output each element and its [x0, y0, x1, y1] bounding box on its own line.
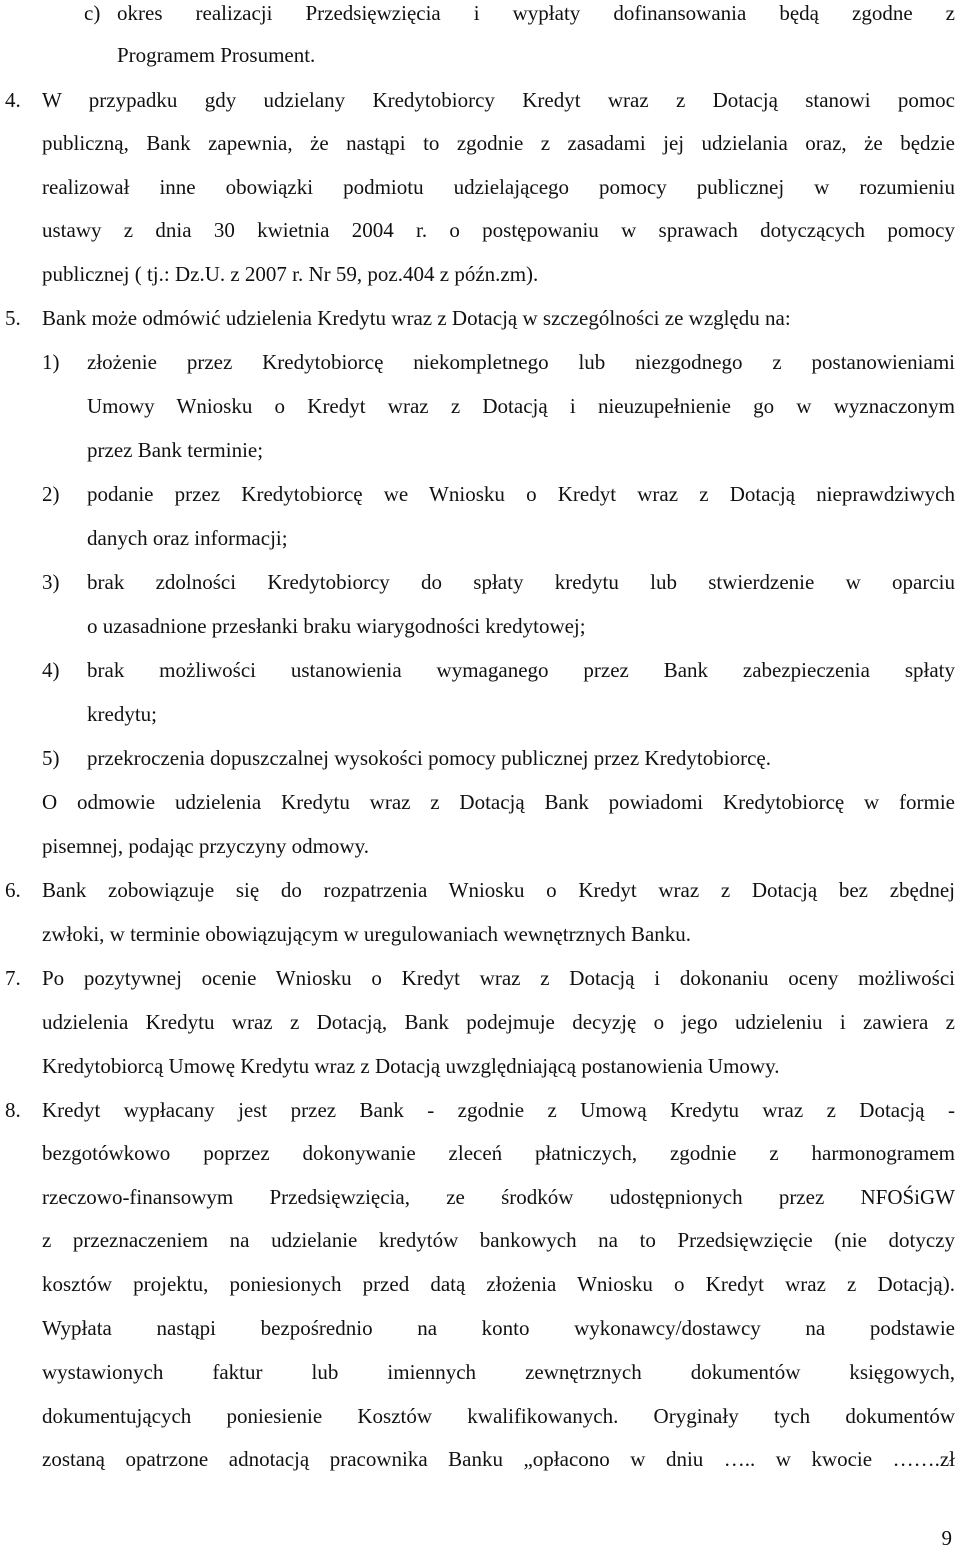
section-number: 7.: [5, 966, 21, 990]
text-line: podanie przez Kredytobiorcę we Wniosku o Kredyt wraz z Dotacją nieprawdziwych: [87, 482, 955, 506]
text-line: dokumentujących poniesienie Kosztów kwalifikowanych. Oryginały tych dokumentów: [42, 1404, 955, 1428]
text-line: publicznej ( tj.: Dz.U. z 2007 r. Nr 59, poz.404 z późn.zm).: [42, 262, 539, 286]
text-line: danych oraz informacji;: [87, 526, 288, 550]
text-line: przez Bank terminie;: [87, 438, 264, 462]
text-line: Po pozytywnej ocenie Wniosku o Kredyt wraz z Dotacją i dokonaniu oceny możliwości: [42, 966, 955, 990]
item-marker: 3): [42, 570, 60, 594]
item-marker: 1): [42, 350, 60, 374]
text-line: rzeczowo-finansowym Przedsięwzięcia, ze środków udostępnionych przez NFOŚiGW: [42, 1185, 955, 1209]
text-line: Bank zobowiązuje się do rozpatrzenia Wniosku o Kredyt wraz z Dotacją bez zbędnej: [42, 878, 955, 902]
text-line: o uzasadnione przesłanki braku wiarygodności kredytowej;: [87, 614, 586, 638]
text-line: realizował inne obowiązki podmiotu udzielającego pomocy publicznej w rozumieniu: [42, 175, 955, 199]
section-intro: Bank może odmówić udzielenia Kredytu wraz z Dotacją w szczególności ze względu na:: [42, 306, 791, 330]
text-line: Programem Prosument.: [117, 43, 316, 67]
text-line: brak zdolności Kredytobiorcy do spłaty kredytu lub stwierdzenie w oparciu: [87, 570, 955, 594]
text-line: wystawionych faktur lub imiennych zewnętrznych dokumentów księgowych,: [42, 1360, 955, 1384]
text-line: złożenie przez Kredytobiorcę niekompletnego lub niezgodnego z postanowieniami: [87, 350, 955, 374]
text-line: z przeznaczeniem na udzielanie kredytów bankowych na to Przedsięwzięcie (nie dotyczy: [42, 1228, 955, 1252]
text-line: kosztów projektu, poniesionych przed datą złożenia Wniosku o Kredyt wraz z Dotacją).: [42, 1272, 955, 1296]
item-marker: 5): [42, 746, 60, 770]
text-line: ustawy z dnia 30 kwietnia 2004 r. o postępowaniu w sprawach dotyczących pomocy: [42, 218, 955, 242]
text-line: pisemnej, podając przyczyny odmowy.: [42, 834, 369, 858]
text-line: Kredytobiorcą Umowę Kredytu wraz z Dotacją uwzględniającą postanowienia Umowy.: [42, 1054, 780, 1078]
text-line: publiczną, Bank zapewnia, że nastąpi to zgodnie z zasadami jej udzielania oraz, że będzie: [42, 131, 955, 155]
item-marker: c): [84, 1, 101, 25]
text-line: okres realizacji Przedsięwzięcia i wypłaty dofinansowania będą zgodne z: [117, 1, 955, 25]
text-line: Kredyt wypłacany jest przez Bank - zgodnie z Umową Kredytu wraz z Dotacją -: [42, 1098, 955, 1122]
section-number: 6.: [5, 878, 21, 902]
text-line: brak możliwości ustanowienia wymaganego przez Bank zabezpieczenia spłaty: [87, 658, 955, 682]
section-number: 8.: [5, 1098, 21, 1122]
section-number: 4.: [5, 88, 21, 112]
text-line: zwłoki, w terminie obowiązującym w uregulowaniach wewnętrznych Banku.: [42, 922, 692, 946]
text-line: bezgotówkowo poprzez dokonywanie zleceń płatniczych, zgodnie z harmonogramem: [42, 1141, 955, 1165]
text-line: Umowy Wniosku o Kredyt wraz z Dotacją i nieuzupełnienie go w wyznaczonym: [87, 394, 955, 418]
text-line: W przypadku gdy udzielany Kredytobiorcy Kredyt wraz z Dotacją stanowi pomoc: [42, 88, 955, 112]
text-line: Wypłata nastąpi bezpośrednio na konto wykonawcy/dostawcy na podstawie: [42, 1316, 955, 1340]
item-marker: 4): [42, 658, 60, 682]
text-line: O odmowie udzielenia Kredytu wraz z Dotacją Bank powiadomi Kredytobiorcę w formie: [42, 790, 955, 814]
text-line: udzielenia Kredytu wraz z Dotacją, Bank podejmuje decyzję o jego udzieleniu i zawiera z: [42, 1010, 955, 1034]
text-line: zostaną opatrzone adnotacją pracownika Banku „opłacono w dniu ….. w kwocie …….zł: [42, 1447, 955, 1471]
section-number: 5.: [5, 306, 21, 330]
item-marker: 2): [42, 482, 60, 506]
text-line: kredytu;: [87, 702, 157, 726]
text-line: przekroczenia dopuszczalnej wysokości pomocy publicznej przez Kredytobiorcę.: [87, 746, 771, 770]
page-number: 9: [941, 1526, 952, 1550]
